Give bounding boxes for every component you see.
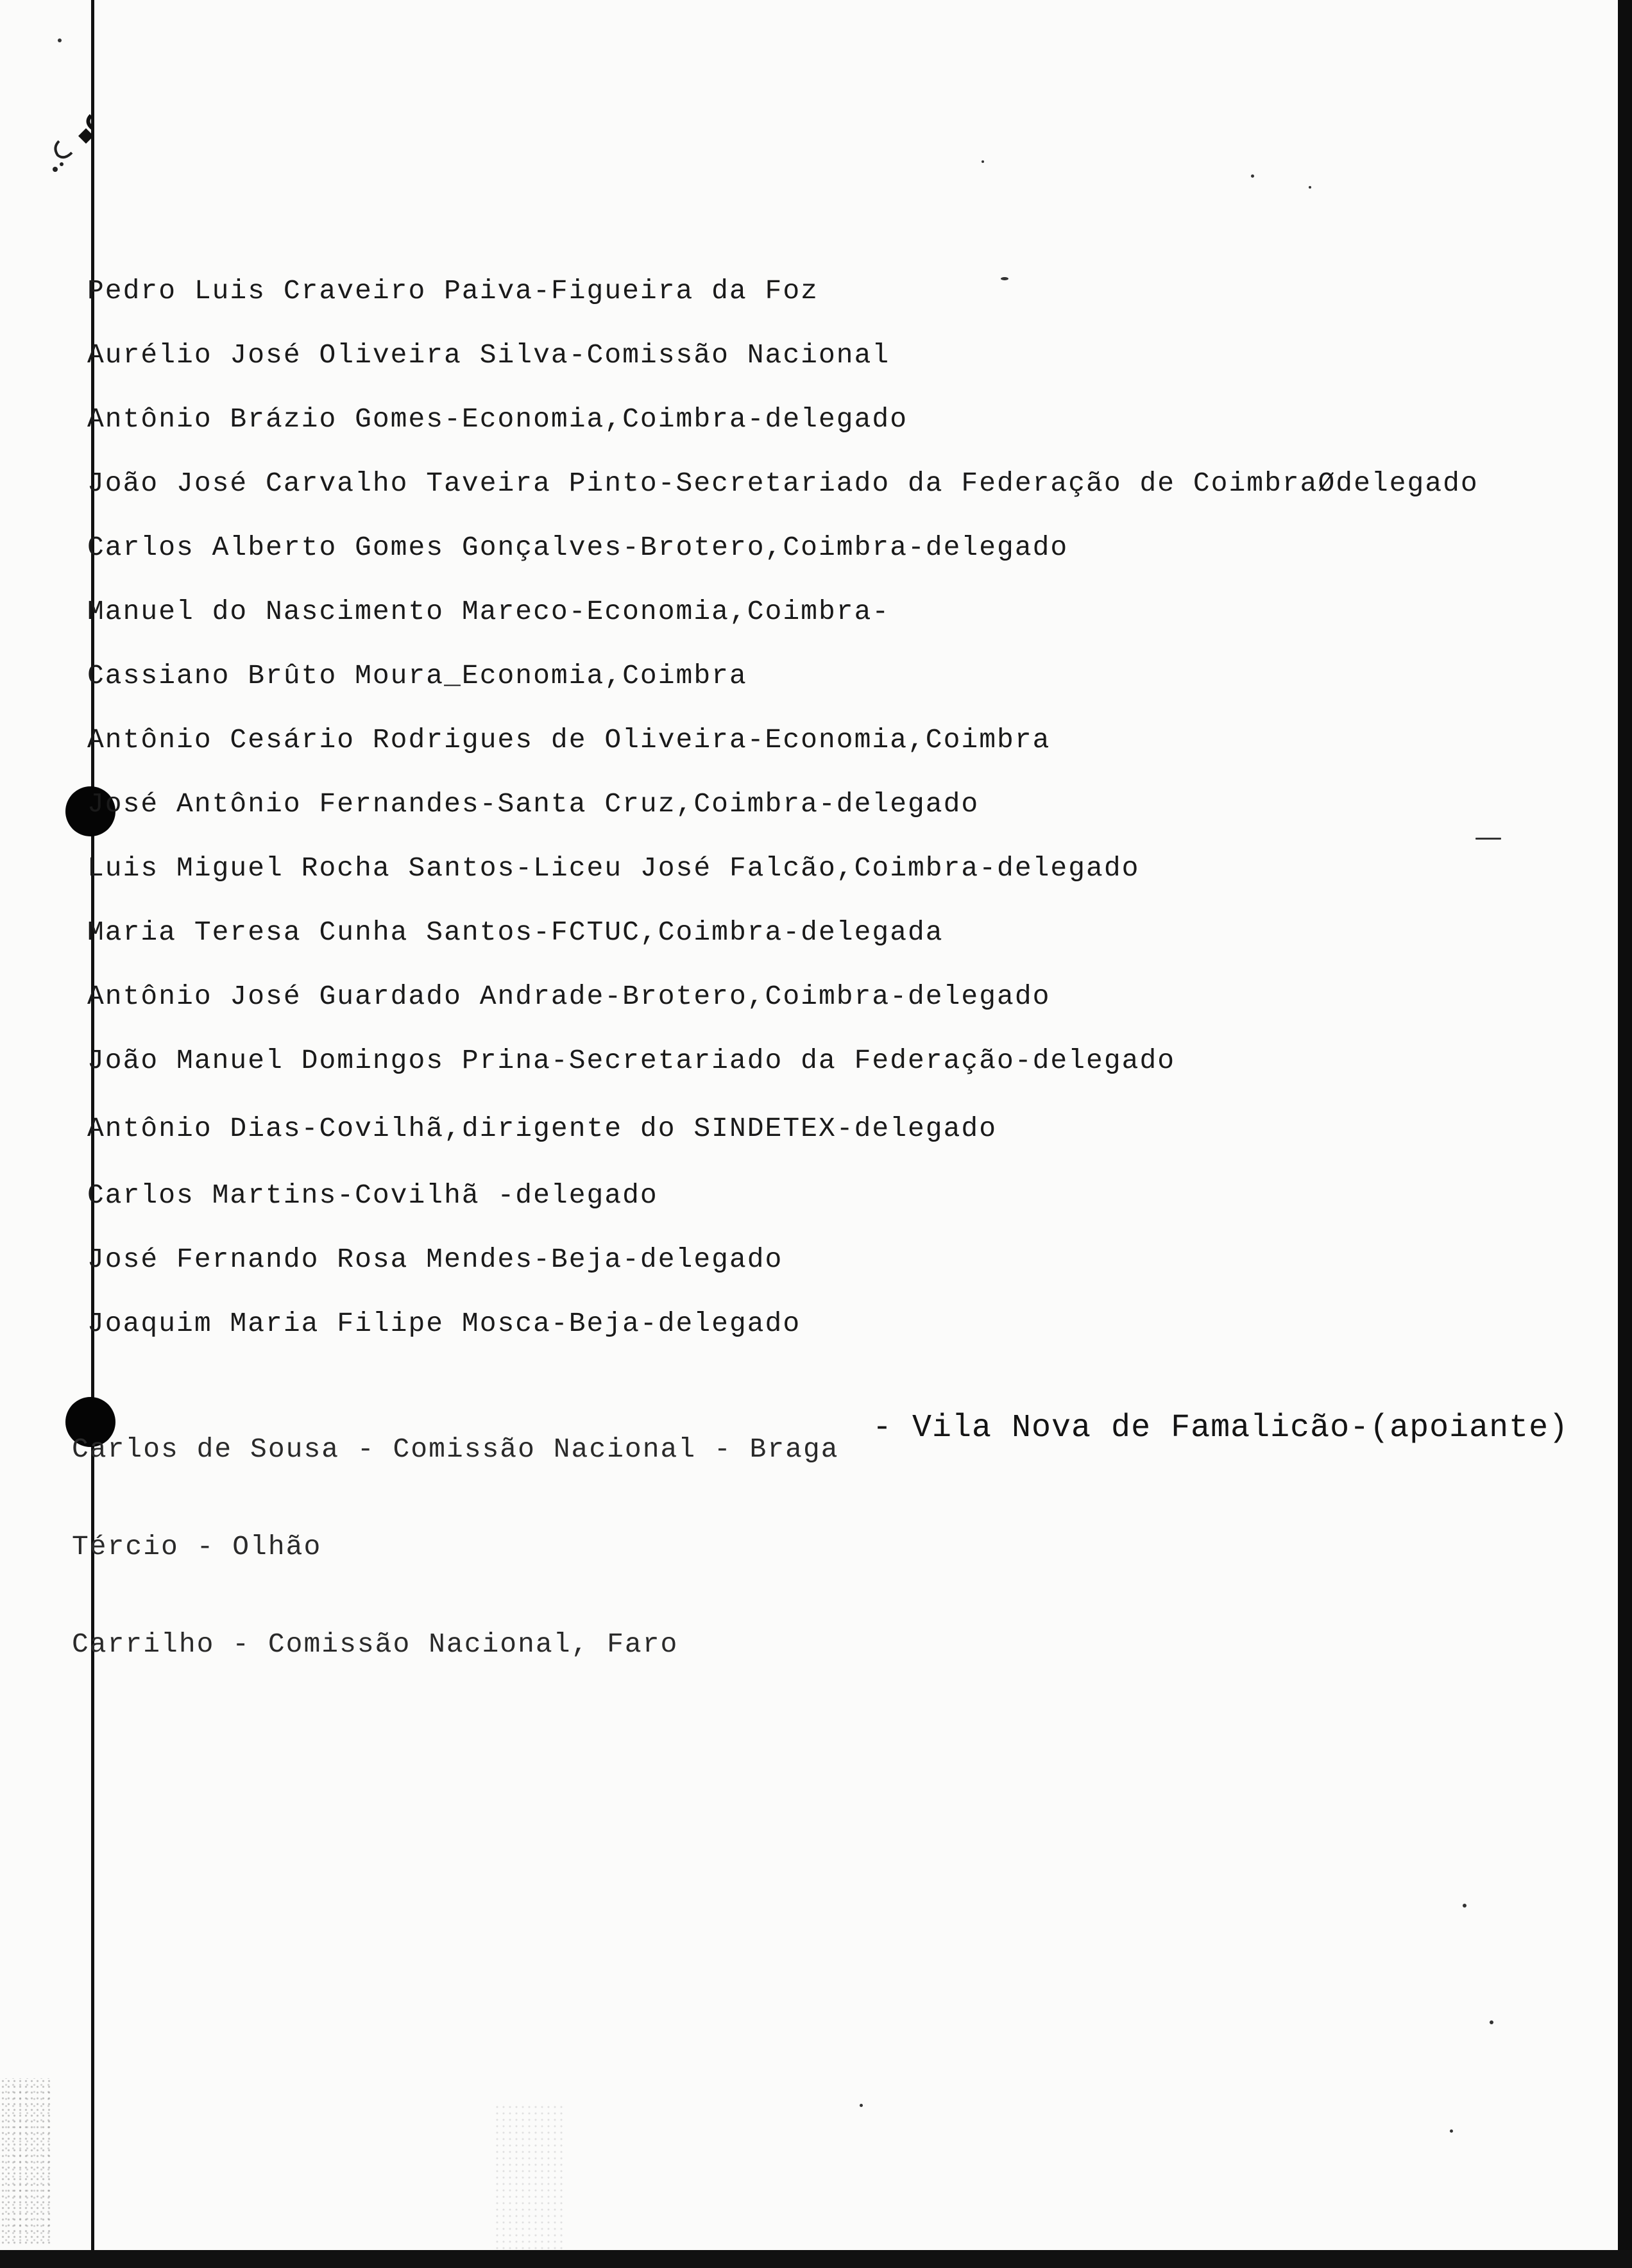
scan-speck bbox=[982, 160, 984, 163]
scan-speck bbox=[1309, 186, 1311, 189]
list-item: João José Carvalho Taveira Pinto-Secretariado da Federação de CoimbraØdelegado bbox=[87, 468, 1479, 499]
list-item: João Manuel Domingos Prina-Secretariado da Federação-delegado bbox=[87, 1045, 1176, 1076]
scan-noise bbox=[494, 2104, 565, 2251]
list-item: Carlos Alberto Gomes Gonçalves-Brotero,Coimbra-delegado bbox=[87, 532, 1069, 563]
list-item: Maria Teresa Cunha Santos-FCTUC,Coimbra-delegada bbox=[87, 917, 944, 948]
list-item: Antônio Dias-Covilhã,dirigente do SINDETEX-delegado bbox=[87, 1113, 998, 1144]
scan-speck bbox=[1463, 1904, 1466, 1908]
list-item: Joaquim Maria Filipe Mosca-Beja-delegado bbox=[87, 1308, 801, 1339]
list-item: José Fernando Rosa Mendes-Beja-delegado bbox=[87, 1244, 783, 1275]
scan-speck bbox=[1001, 277, 1008, 280]
scan-noise bbox=[0, 2078, 51, 2245]
list-item: Carlos de Sousa - Comissão Nacional - Braga bbox=[72, 1434, 839, 1465]
scan-edge-bottom bbox=[0, 2250, 1632, 2268]
list-item: Carrilho - Comissão Nacional, Faro bbox=[72, 1629, 679, 1660]
list-item: Carlos Martins-Covilhã -delegado bbox=[87, 1180, 658, 1211]
annotation-note: - Vila Nova de Famalicão-(apoiante) bbox=[872, 1410, 1569, 1446]
scan-speck bbox=[1475, 838, 1501, 840]
scan-edge-right bbox=[1618, 0, 1632, 2268]
list-item: José Antônio Fernandes-Santa Cruz,Coimbra-delegado bbox=[87, 788, 980, 820]
list-item: Antônio José Guardado Andrade-Brotero,Coimbra-delegado bbox=[87, 981, 1051, 1012]
list-item: Cassiano Brûto Moura_Economia,Coimbra bbox=[87, 660, 747, 691]
corner-ink-mark bbox=[46, 103, 117, 186]
list-item: Aurélio José Oliveira Silva-Comissão Nacional bbox=[87, 339, 890, 371]
list-item: Manuel do Nascimento Mareco-Economia,Coimbra- bbox=[87, 596, 890, 627]
scan-speck bbox=[1251, 174, 1254, 178]
list-item: Tércio - Olhão bbox=[72, 1531, 322, 1562]
list-item: Antônio Cesário Rodrigues de Oliveira-Economia,Coimbra bbox=[87, 724, 1051, 756]
scan-speck bbox=[860, 2104, 863, 2107]
list-item: Pedro Luis Craveiro Paiva-Figueira da Foz bbox=[87, 275, 819, 307]
scan-speck bbox=[1450, 2129, 1453, 2133]
scan-speck bbox=[58, 38, 62, 42]
list-item: Luis Miguel Rocha Santos-Liceu José Falcão,Coimbra-delegado bbox=[87, 852, 1140, 884]
scan-speck bbox=[1490, 2020, 1493, 2024]
list-item: Antônio Brázio Gomes-Economia,Coimbra-delegado bbox=[87, 403, 908, 435]
